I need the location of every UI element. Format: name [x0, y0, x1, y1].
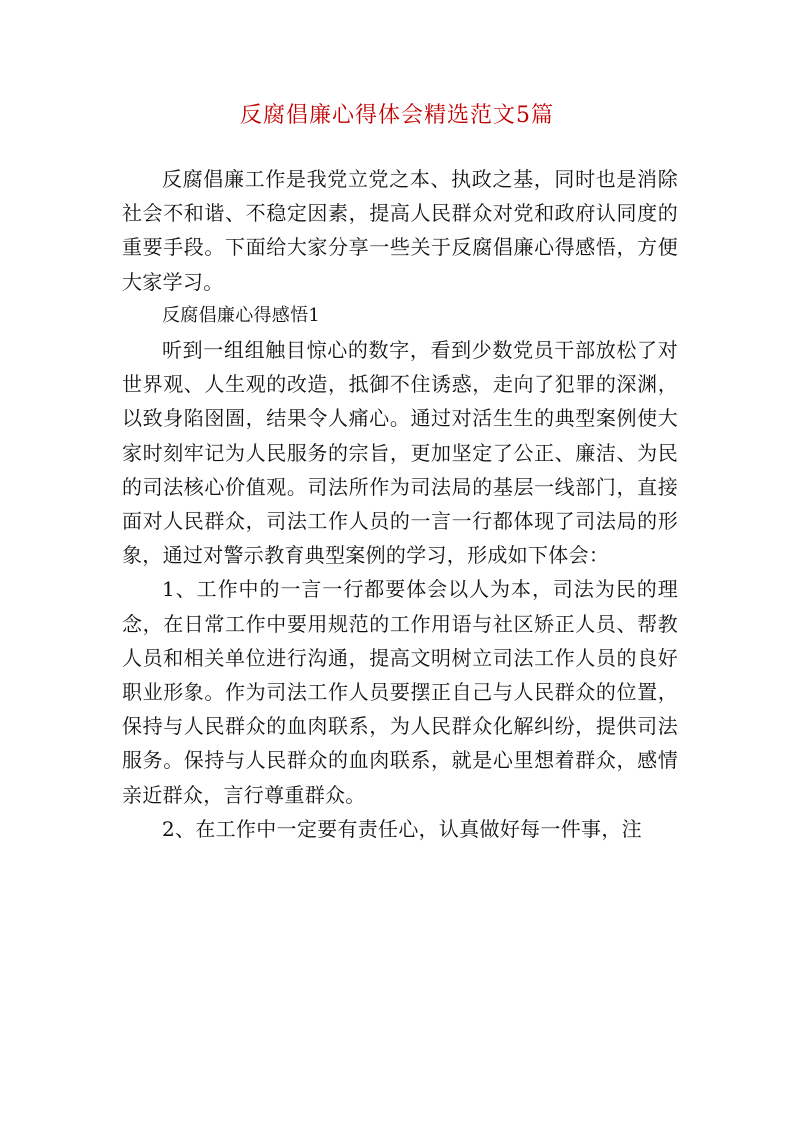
document-body [122, 162, 678, 846]
intro-paragraph: 反腐倡廉工作是我党立党之本、执政之基，同时也是消除社会不和谐、不稳定因素，提高人民群众对党和政府认同度的重要手段。下面给大家分享一些关于反腐倡廉心得感悟，方便大家学习。 [122, 167, 678, 294]
body-paragraph: 听到一组组触目惊心的数字，看到少数党员干部放松了对世界观、人生观的改造，抵御不住诱惑，走向了犯罪的深渊，以致身陷囹圄，结果令人痛心。通过对活生生的典型案例使大家时刻牢记为人民服务的宗旨，更加坚定了公正、廉洁、为民的司法核心价值观。司法所作为司法局的基层一线部门，直接面对人民群众，司法工作人员的一言一行都体现了司法局的形象，通过对警示教育典型案例的学习，形成如下体会： [122, 338, 678, 568]
document-title: 反腐倡廉心得体会精选范文5篇 [240, 103, 554, 128]
body-paragraph: 1、工作中的一言一行都要体会以人为本，司法为民的理念，在日常工作中要用规范的工作用语与社区矫正人员、帮教人员和相关单位进行沟通，提高文明树立司法工作人员的良好职业形象。作为司法工作人员要摆正自己与人民群众的位置，保持与人民群众的血肉联系，为人民群众化解纠纷，提供司法服务。保持与人民群众的血肉联系，就是心里想着群众，感情亲近群众，言行尊重群众。 [122, 577, 678, 807]
body-paragraph: 2、在工作中一定要有责任心，认真做好每一件事，注 [162, 816, 642, 841]
section-heading: 反腐倡廉心得感悟1 [162, 304, 321, 326]
